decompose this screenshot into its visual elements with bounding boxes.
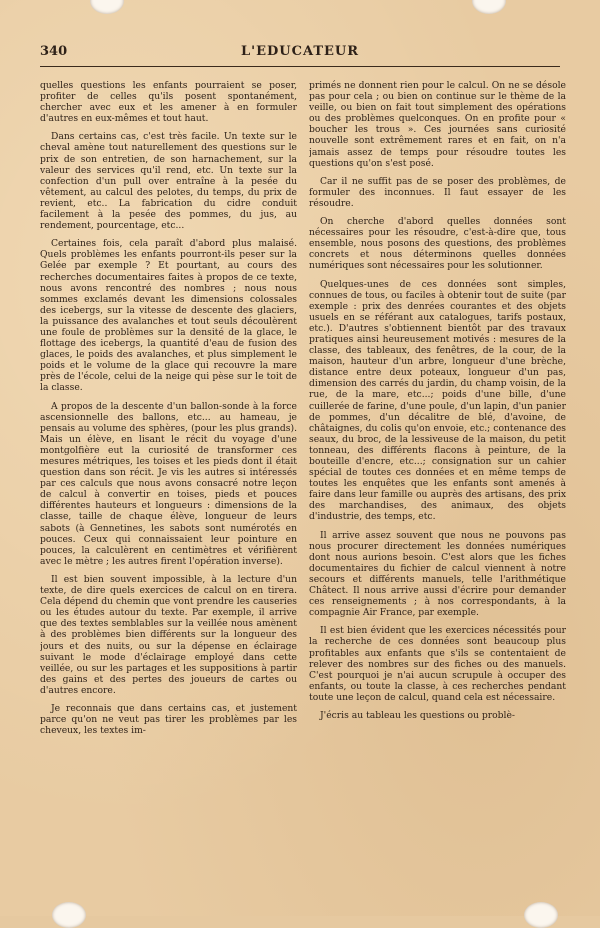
paragraph: On cherche d'abord quelles données sont nécessaires pour les résoudre, c'est-à-dire que, tous ensemble, nous posons des questions, des problèmes concrets et nous déterminons quelles données numériques sont nécessaires pour les solutionner. <box>309 216 566 272</box>
header-rule <box>40 66 560 67</box>
paragraph: Il est bien souvent impossible, à la lecture d'un texte, de dire quels exercices de calcul on en tirera. Cela dépend du chemin que vont prendre les causeries ou les études autour du texte. Par exemple, il arrive que des textes semblables sur la veillée nous amènent à des problèmes bien différents sur la longueur des jours et des nuits, ou sur la dépense en éclairage suivant le mode d'éclairage employé dans cette veillée, ou sur les partages et les suppositions à partir des gains et des pertes des joueurs de cartes ou d'autres encore. <box>40 573 297 696</box>
paragraph: primés ne donnent rien pour le calcul. On ne se désole pas pour cela ; ou bien on continue sur le thème de la veille, ou bien on fait tout simplement des opérations ou des problèmes quelconques. On en profite pour « boucher les trous ». Ces journées sans curiosité nouvelle sont extrêmement rares et en fait, on n'a jamais assez de temps pour résoudre toutes les questions qu'on s'est posé. <box>309 80 566 169</box>
paragraph: Certaines fois, cela paraît d'abord plus malaisé. Quels problèmes les enfants pourront-ils peser sur la Gelée par exemple ? Et pourtant, au cours des recherches documentaires faites à propos de ce texte, nous avons rencontré des nombres ; nous nous sommes exclamés devant les dimensions colossales des icebergs, sur la vitesse de descente des glaciers, la puissance des avalanches et tout seuls découlèrent une foule de problèmes sur la densité de la glace, le flottage des icebergs, la quantité d'eau de fusion des glaces, le poids des avalanches, et plus simplement le poids et le volume de la glace qui recouvre la mare près de l'école, celui de la neige qui pèse sur le toit de la classe. <box>40 238 297 394</box>
paragraph: A propos de la descente d'un ballon-sonde à la force ascensionnelle des ballons, etc... au hameau, je pensais au volume des sphères, (pour les plus grands). Mais un élève, en lisant le récit du voyage d'une montgolfière eut la curiosité de transformer ces mesures métriques, les toises et les pieds dont il était question dans son récit. Je vis les autres si intéressés par ces calculs que nous avons consacré notre leçon de calcul à convertir en toises, pieds et pouces différentes hauteurs et longueurs : dimensions de la classe, taille de chaque élève, longueur de leurs sabots (à Gennetines, les sabots sont numérotés en pouces. Ceux qui connaissaient leur pointure en pouces, la calculèrent en centimètres et vérifièrent avec le mètre ; les autres firent l'opération inverse). <box>40 400 297 567</box>
paragraph: Je reconnais que dans certains cas, et justement parce qu'on ne veut pas tirer les problèmes par les cheveux, les textes im- <box>40 702 297 737</box>
punch-hole <box>524 902 558 928</box>
left-column <box>40 80 297 860</box>
paragraph: Quelques-unes de ces données sont simples, connues de tous, ou faciles à obtenir tout de suite (par exemple : prix des denrées courantes et des objets usuels en se référant aux catalogues, tarifs postaux, etc.). D'autres s'obtiennent bientôt par des travaux pratiques ainsi heureusement motivés : mesures de la classe, des tableaux, des fenêtres, de la cour, de la maison, hauteur d'un arbre, longueur d'une brèche, distance entre deux poteaux, longueur d'un pas, dimension des carrés du jardin, du champ voisin, de la rue, de la mare, etc...; poids d'une bille, d'une cuillerée de farine, d'une poule, d'un lapin, d'un panier de pommes, d'un décalitre de blé, d'avoine, de châtaignes, du colis qu'on envoie, etc.; contenance des seaux, du broc, de la lessiveuse de la maison, du petit tonneau, des différents flacons à peinture, de la bouteille d'encre, etc...; consignation sur un cahier spécial de toutes ces données et en même temps de toutes les enquêtes que les enfants sont amenés à faire dans leur famille ou auprès des artisans, des prix des marchandises, des animaux, des objets d'industrie, des temps, etc. <box>309 278 566 523</box>
paragraph: Il est bien évident que les exercices nécessités pour la recherche de ces données sont beaucoup plus profitables aux enfants que s'ils se contentaient de relever des nombres sur des fiches ou des manuels. C'est pourquoi je n'ai aucun scrupule à occuper des enfants, ou toute la classe, à ces recherches pendant toute une leçon de calcul, quand cela est nécessaire. <box>309 625 566 703</box>
article-body <box>40 80 566 860</box>
punch-hole <box>90 0 124 14</box>
paragraph: J'écris au tableau les questions ou problè- <box>320 709 516 721</box>
paragraph: Dans certains cas, c'est très facile. Un texte sur le cheval amène tout naturellement des questions sur le prix de son entretien, de son harnachement, sur la valeur des services qu'il rend, etc. Un texte sur la confection d'un pull over entraîne à la pesée du vêtement, au calcul des pelotes, du temps, du prix de revient, etc.. La fabrication du cidre conduit facilement à la pesée des pommes, du jus, au rendement, pourcentage, etc... <box>40 131 297 232</box>
page-number: 340 <box>40 44 68 59</box>
paragraph: quelles questions les enfants pourraient se poser, profiter de celles qu'ils posent spontanément, chercher avec eux et les amener à en formuler d'autres en eux-mêmes et tout haut. <box>40 80 297 125</box>
right-column <box>309 80 566 860</box>
journal-title: L'EDUCATEUR <box>240 44 360 59</box>
punch-hole <box>52 902 86 928</box>
paragraph: Il arrive assez souvent que nous ne pouvons pas nous procurer directement les données numériques dont nous aurions besoin. C'est alors que les fiches documentaires du fichier de calcul viennent à notre secours et différents manuels, telle l'arithmétique Châtect. Il nous arrive aussi d'écrire pour demander ces renseignements ; à nos correspondants, à la compagnie Air France, par exemple. <box>309 529 566 619</box>
punch-hole <box>472 0 506 14</box>
paragraph: Car il ne suffit pas de se poser des problèmes, de formuler des inconnues. Il faut essayer de les résoudre. <box>309 175 566 209</box>
page-header <box>40 44 560 64</box>
